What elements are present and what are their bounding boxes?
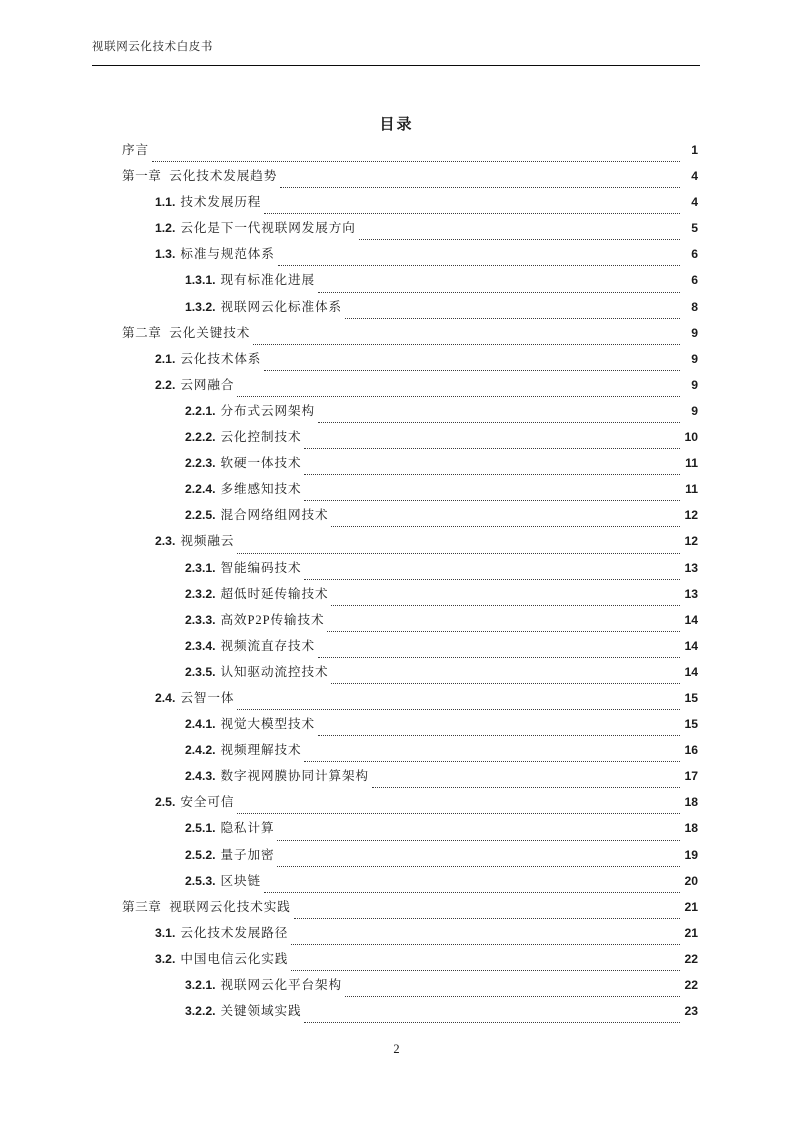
toc-entry-number: 2.5.3. <box>185 873 216 888</box>
toc-entry-number: 第二章 <box>122 325 162 340</box>
toc-dot-leader <box>291 961 680 974</box>
toc-entry-label: 云智一体 <box>180 690 235 705</box>
toc-entry[interactable] <box>122 661 698 687</box>
toc-entry-number: 2.3.1. <box>185 560 216 575</box>
toc-entry-page: 10 <box>684 430 698 445</box>
toc-entry[interactable] <box>122 948 698 974</box>
toc-entry[interactable] <box>122 348 698 374</box>
toc-entry[interactable] <box>122 296 698 322</box>
toc-entry[interactable] <box>122 452 698 478</box>
toc-entry[interactable] <box>122 583 698 609</box>
toc-dot-leader <box>304 570 680 583</box>
toc-dot-leader <box>237 387 680 400</box>
toc-entry[interactable] <box>122 635 698 661</box>
toc-entry-page: 1 <box>691 143 698 157</box>
toc-entry[interactable] <box>122 165 698 191</box>
toc-entry-label: 现有标准化进展 <box>220 273 315 288</box>
toc-entry-page: 14 <box>684 612 698 627</box>
toc-entry-label: 中国电信云化实践 <box>180 951 289 966</box>
table-of-contents <box>122 139 698 1026</box>
toc-dot-leader <box>264 204 680 217</box>
toc-entry-number: 2.4. <box>155 690 176 705</box>
toc-dot-leader <box>264 883 680 896</box>
toc-entry-number: 2.3.3. <box>185 612 216 627</box>
toc-entry-number: 3.2. <box>155 951 176 966</box>
toc-entry[interactable] <box>122 374 698 400</box>
toc-entry-page: 21 <box>684 925 698 940</box>
toc-entry[interactable] <box>122 609 698 635</box>
toc-entry-label: 超低时延传输技术 <box>220 586 329 601</box>
toc-dot-leader <box>304 752 680 765</box>
toc-entry-label: 关键领域实践 <box>220 1004 302 1019</box>
toc-entry-page: 22 <box>684 951 698 966</box>
toc-entry-number: 1.3.1. <box>185 273 216 288</box>
toc-dot-leader <box>345 309 680 322</box>
toc-entry-label: 分布式云网架构 <box>220 403 315 418</box>
toc-entry-label: 云化技术发展趋势 <box>169 169 278 184</box>
toc-entry-label: 视觉大模型技术 <box>220 717 315 732</box>
toc-entry-label: 视联网云化平台架构 <box>220 978 342 992</box>
toc-entry-page: 4 <box>691 195 698 210</box>
toc-entry-number: 第一章 <box>122 169 162 184</box>
toc-dot-leader <box>331 596 680 609</box>
toc-dot-leader <box>277 831 680 844</box>
toc-dot-leader <box>237 804 680 817</box>
toc-entry-number: 2.2.3. <box>185 456 216 471</box>
toc-dot-leader <box>237 544 680 557</box>
toc-entry-page: 21 <box>684 899 698 914</box>
toc-entry-label: 区块链 <box>220 873 261 888</box>
toc-entry[interactable] <box>122 504 698 530</box>
toc-entry[interactable] <box>122 974 698 1000</box>
toc-dot-leader <box>278 256 680 269</box>
toc-entry-number: 2.3.5. <box>185 664 216 679</box>
toc-entry-number: 1.3. <box>155 247 176 262</box>
toc-dot-leader <box>291 935 680 948</box>
toc-entry[interactable] <box>122 269 698 295</box>
toc-entry-label: 云网融合 <box>180 377 235 392</box>
toc-entry-page: 16 <box>684 743 698 758</box>
toc-entry-number: 第三章 <box>122 899 162 914</box>
toc-entry[interactable] <box>122 687 698 713</box>
toc-entry[interactable] <box>122 791 698 817</box>
toc-dot-leader <box>331 517 680 530</box>
toc-entry[interactable] <box>122 844 698 870</box>
toc-dot-leader <box>372 778 680 791</box>
toc-entry-label: 云化技术体系 <box>180 351 262 366</box>
toc-entry[interactable] <box>122 530 698 556</box>
toc-entry-number: 2.3. <box>155 534 176 549</box>
toc-entry-number: 1.1. <box>155 195 176 210</box>
toc-entry-number: 2.4.2. <box>185 743 216 758</box>
toc-entry[interactable] <box>122 896 698 922</box>
toc-entry-page: 11 <box>685 482 698 497</box>
toc-entry-page: 8 <box>691 299 698 314</box>
toc-entry-page: 13 <box>684 586 698 601</box>
toc-entry-label: 高效P2P传输技术 <box>220 612 325 627</box>
toc-entry[interactable] <box>122 713 698 739</box>
toc-dot-leader <box>318 413 680 426</box>
page-title: 目录 <box>379 117 414 133</box>
toc-dot-leader <box>327 622 680 635</box>
toc-entry-number: 2.2. <box>155 377 176 392</box>
toc-entry-label: 隐私计算 <box>220 821 275 836</box>
toc-dot-leader <box>294 909 680 922</box>
toc-entry-page: 12 <box>684 508 698 523</box>
toc-entry-page: 23 <box>684 1004 698 1019</box>
toc-entry-number: 3.2.1. <box>185 978 216 992</box>
toc-entry-page: 6 <box>691 273 698 288</box>
toc-entry-page: 17 <box>684 769 698 784</box>
toc-entry-page: 19 <box>684 847 698 862</box>
toc-entry[interactable] <box>122 243 698 269</box>
toc-entry[interactable] <box>122 217 698 243</box>
toc-entry-number: 2.2.5. <box>185 508 216 523</box>
toc-entry-label: 认知驱动流控技术 <box>220 664 329 679</box>
toc-dot-leader <box>318 726 680 739</box>
toc-entry[interactable] <box>122 817 698 843</box>
toc-entry[interactable] <box>122 765 698 791</box>
toc-entry-label: 序言 <box>122 143 149 157</box>
toc-entry-page: 22 <box>684 978 698 992</box>
toc-entry-page: 9 <box>691 351 698 366</box>
toc-entry-page: 18 <box>684 795 698 810</box>
toc-entry-label: 云化技术发展路径 <box>180 925 289 940</box>
toc-entry-number: 2.3.2. <box>185 586 216 601</box>
toc-entry-page: 9 <box>691 403 698 418</box>
toc-entry[interactable] <box>122 400 698 426</box>
toc-entry-label: 安全可信 <box>180 795 235 810</box>
toc-dot-leader <box>318 648 680 661</box>
toc-entry-number: 2.2.2. <box>185 430 216 445</box>
toc-entry-page: 14 <box>684 638 698 653</box>
toc-dot-leader <box>237 700 680 713</box>
toc-dot-leader <box>331 674 680 687</box>
toc-entry-label: 智能编码技术 <box>220 560 302 575</box>
toc-entry-number: 2.4.3. <box>185 769 216 784</box>
toc-entry-page: 6 <box>691 247 698 262</box>
toc-dot-leader <box>359 230 680 243</box>
running-header-title: 视联网云化技术白皮书 <box>92 41 213 53</box>
toc-dot-leader <box>152 152 680 165</box>
toc-entry-label: 视联网云化技术实践 <box>169 899 291 914</box>
toc-entry-label: 混合网络组网技术 <box>220 508 329 523</box>
header-rule <box>92 65 700 66</box>
toc-entry[interactable] <box>122 922 698 948</box>
toc-entry-page: 5 <box>691 221 698 236</box>
toc-dot-leader <box>280 178 680 191</box>
toc-dot-leader <box>253 335 680 348</box>
toc-entry-label: 云化是下一代视联网发展方向 <box>180 221 356 236</box>
toc-entry-page: 20 <box>684 873 698 888</box>
toc-entry-number: 1.2. <box>155 221 176 236</box>
toc-dot-leader <box>345 987 680 1000</box>
toc-entry-number: 3.2.2. <box>185 1004 216 1019</box>
toc-entry-page: 13 <box>684 560 698 575</box>
toc-dot-leader <box>318 283 680 296</box>
toc-dot-leader <box>264 361 680 374</box>
toc-entry-page: 14 <box>684 664 698 679</box>
toc-entry[interactable] <box>122 426 698 452</box>
toc-entry-page: 15 <box>684 717 698 732</box>
toc-entry-number: 3.1. <box>155 925 176 940</box>
toc-entry[interactable] <box>122 191 698 217</box>
toc-entry[interactable] <box>122 139 698 165</box>
toc-entry-page: 18 <box>684 821 698 836</box>
toc-dot-leader <box>277 857 680 870</box>
toc-entry-label: 数字视网膜协同计算架构 <box>220 769 369 784</box>
toc-entry-number: 2.4.1. <box>185 717 216 732</box>
toc-entry-number: 2.1. <box>155 351 176 366</box>
toc-entry[interactable] <box>122 557 698 583</box>
running-header <box>92 38 700 68</box>
toc-dot-leader <box>304 491 680 504</box>
toc-entry-number: 2.5.1. <box>185 821 216 836</box>
toc-entry-page: 11 <box>685 456 698 471</box>
toc-entry[interactable] <box>122 478 698 504</box>
toc-entry-label: 视频流直存技术 <box>220 638 315 653</box>
toc-entry-label: 云化关键技术 <box>169 325 251 340</box>
toc-entry-label: 技术发展历程 <box>180 195 262 210</box>
toc-entry-label: 视联网云化标准体系 <box>220 299 342 314</box>
toc-dot-leader <box>304 465 680 478</box>
toc-entry-label: 标准与规范体系 <box>180 247 275 262</box>
toc-entry-number: 2.5.2. <box>185 847 216 862</box>
toc-entry[interactable] <box>122 322 698 348</box>
footer-page-number: 2 <box>393 1042 400 1056</box>
toc-entry-number: 2.2.4. <box>185 482 216 497</box>
toc-entry[interactable] <box>122 1000 698 1026</box>
toc-entry-label: 量子加密 <box>220 847 275 862</box>
toc-entry-number: 2.2.1. <box>185 403 216 418</box>
toc-entry-number: 2.5. <box>155 795 176 810</box>
toc-entry-label: 视频融云 <box>180 534 235 549</box>
toc-dot-leader <box>304 439 680 452</box>
toc-entry-label: 视频理解技术 <box>220 743 302 758</box>
toc-entry-page: 9 <box>691 377 698 392</box>
toc-entry-page: 12 <box>684 534 698 549</box>
toc-entry[interactable] <box>122 870 698 896</box>
toc-entry-page: 4 <box>691 169 698 184</box>
toc-entry-page: 9 <box>691 325 698 340</box>
toc-dot-leader <box>304 1013 680 1026</box>
toc-entry-page: 15 <box>684 690 698 705</box>
toc-entry-number: 1.3.2. <box>185 299 216 314</box>
toc-entry-label: 软硬一体技术 <box>220 456 302 471</box>
toc-entry-label: 云化控制技术 <box>220 430 302 445</box>
toc-entry-number: 2.3.4. <box>185 638 216 653</box>
toc-entry-label: 多维感知技术 <box>220 482 302 497</box>
toc-entry[interactable] <box>122 739 698 765</box>
